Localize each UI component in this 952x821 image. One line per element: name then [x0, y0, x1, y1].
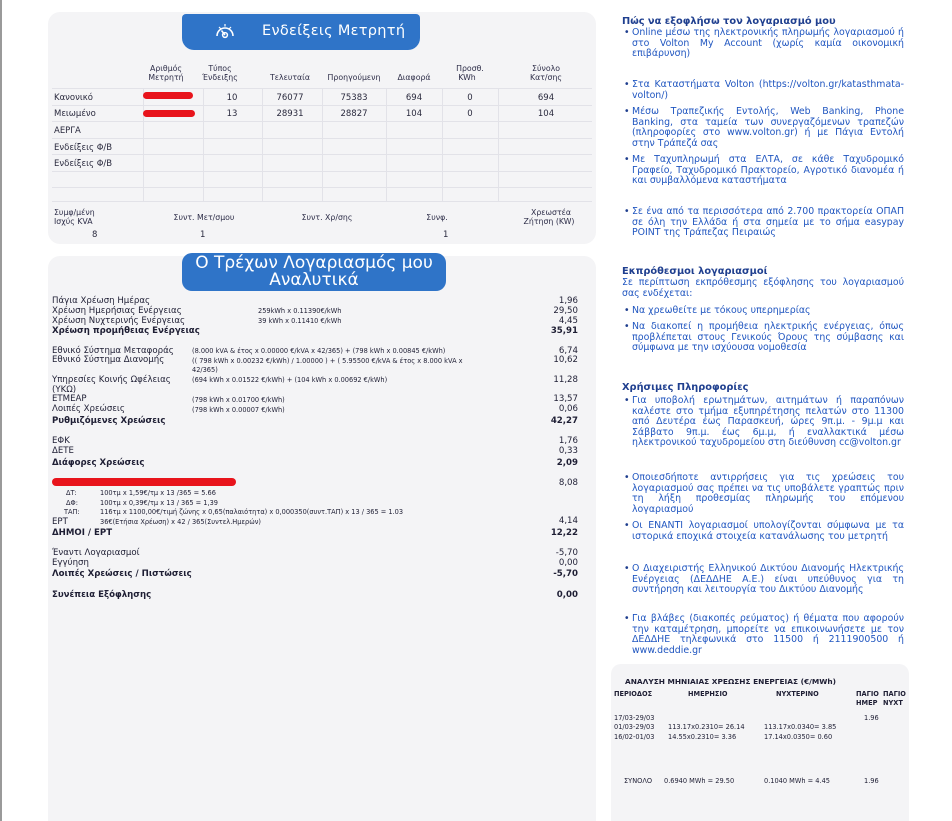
grid-line	[498, 88, 499, 201]
bill-detail-title: Ο Τρέχων Λογαριασμός μου	[195, 253, 433, 273]
analysis-day: 113.17x0.2310= 26.14	[668, 723, 745, 731]
footer-trans-current: Συντ. Μετ/σμου	[173, 213, 235, 222]
line-value: 0,00	[558, 558, 578, 568]
cell-diff: 104	[405, 109, 423, 119]
cell-last: 28931	[276, 109, 304, 119]
line-calc: 36€(Ετήσια Χρέωση) x 42 / 365(Συντελ.Ημερών)	[100, 518, 261, 526]
line-total-label: Ρυθμιζόμενες Χρεώσεις	[52, 416, 166, 426]
line-calc: (694 kWh x 0.01522 €/kWh) + (104 kWh x 0.00692 €/kWh)	[192, 376, 388, 384]
header-type-2: Ένδειξης	[202, 73, 238, 82]
footer-trans-current-value: 1	[200, 230, 206, 240]
analysis-total-night: 0.1040 MWh = 4.45	[764, 777, 830, 785]
header-added-2: KWh	[458, 73, 476, 82]
cell-previous: 75383	[340, 93, 368, 103]
energy-analysis-panel	[611, 664, 909, 821]
line-value: 10,62	[553, 355, 578, 365]
line-value: 29,50	[553, 306, 578, 316]
line-total-label: ΔΗΜΟΙ / ΕΡΤ	[52, 528, 113, 538]
info-item: • Οποιεσδήποτε αντιρρήσεις για τις χρεώσεις του λογαριασμού σας πρέπει να τις υποβάλετε γραπτώς πριν τη λήξη προθεσμίας πληρωμής του επόμενου λογαριασμού	[624, 473, 904, 515]
analysis-header-night: ΝΥΧΤΕΡΙΝΟ	[776, 690, 819, 698]
footer-demand: Χρεωστέα	[530, 208, 572, 217]
info-item: • Ο Διαχειριστής Ελληνικού Δικτύου Διανομής Ηλεκτρικής Ενέργειας (ΔΕΔΔΗΕ Α.Ε.) είναι υπεύθυνος για τη συντήρηση και λειτουργία του Δικτύου Διανομής	[624, 564, 904, 596]
line-total-label: Διάφορες Χρεώσεις	[52, 458, 145, 468]
row-label-normal: Κανονικό	[54, 93, 93, 103]
line-total-value: 42,27	[550, 416, 578, 426]
line-label: Χρέωση Νυχτερινής Ενέργειας	[52, 316, 186, 326]
header-meter-no: Αριθμός	[150, 64, 182, 73]
line-label: Χρέωση Ημερήσιας Ενέργειας	[52, 306, 182, 316]
cell-type: 10	[226, 93, 238, 103]
line-value: -5,70	[555, 548, 578, 558]
grid-line	[143, 88, 144, 201]
line-label: ΕΤΜΕΑΡ	[52, 394, 87, 404]
overdue-item: • Να χρεωθείτε με τόκους υπερημερίας	[624, 306, 904, 317]
analysis-header-period: ΠΕΡΙΟΔΟΣ	[614, 690, 653, 698]
analysis-night: 17.14x0.0350= 0.60	[764, 733, 833, 741]
line-label: Εθνικό Σύστημα Διανομής	[52, 355, 165, 365]
analysis-header-day: ΗΜΕΡΗΣΙΟ	[688, 690, 728, 698]
row-label-pv-1: Ενδείξεις Φ/Β	[54, 143, 113, 153]
analysis-header-fix-night: ΠΑΓΙΟ	[883, 690, 906, 698]
header-type: Τύπος	[208, 64, 232, 73]
line-calc: 100τμ x 1,59€/τμ x 13 /365 = 5.66	[100, 489, 216, 497]
analysis-night: 113.17x0.0340= 3.85	[764, 723, 837, 731]
header-last: Τελευταία	[270, 73, 310, 82]
header-previous: Προηγούμενη	[327, 73, 381, 82]
line-label: ΔΕΤΕ	[52, 446, 74, 456]
line-calc: 39 kWh x 0.11410 €/kWh	[258, 317, 342, 325]
analysis-period: 17/03-29/03	[614, 714, 655, 722]
info-item: • Οι ΕΝΑΝΤΙ λογαριασμοί υπολογίζονται σύμφωνα με τα ιστορικά εποχικά στοιχεία κατανάλωσης του μετρητή	[624, 521, 904, 542]
overdue-item: • Να διακοπεί η προμήθεια ηλεκτρικής ενέργειας, όπως προβλέπεται στους Γενικούς Όρους της σύμβασης και σύμφωνα με την ισχύουσα νομοθεσία	[624, 322, 904, 354]
grid-line	[262, 88, 263, 201]
gauge-icon	[214, 21, 236, 43]
footer-factor: Συνφ.	[426, 213, 448, 222]
bill-detail-panel	[48, 253, 596, 821]
grid-line	[386, 88, 387, 201]
row-label-reactive: ΑΕΡΓΑ	[54, 126, 81, 136]
analysis-total-day: 0.6940 MWh = 29.50	[664, 777, 735, 785]
line-calc: 100τμ x 0,39€/τμ x 13 / 365 = 1,39	[100, 499, 218, 507]
analysis-day: 14.55x0.2310= 3.36	[668, 733, 737, 741]
analysis-total-label: ΣΥΝΟΛΟ	[624, 777, 653, 785]
analysis-period: 01/03-29/03	[614, 723, 655, 731]
header-total: Σύνολο	[532, 64, 560, 73]
line-value: 11,28	[553, 375, 578, 385]
cell-total: 694	[537, 93, 555, 103]
line-label: Πάγια Χρέωση Ημέρας	[52, 296, 151, 306]
footer-contracted-value: 8	[92, 230, 98, 240]
line-label: (ΥΚΩ)	[52, 385, 77, 395]
line-total-value: 2,09	[556, 458, 578, 468]
line-label: ΔΦ:	[66, 499, 78, 507]
pay-option-item: • Μέσω Τραπεζικής Εντολής, Web Banking, Phone Banking, στα ταμεία των συνεργαζόμενων τραπεζών (πληροφορίες στο www.volton.gr) ή με Πάγια Εντολή στην Τράπεζά σας	[624, 107, 904, 149]
bill-detail-subtitle: Αναλυτικά	[269, 270, 359, 290]
cell-total: 104	[537, 109, 555, 119]
overdue-title: Εκπρόθεσμοι λογαριασμοί	[622, 266, 768, 277]
line-total-value: 35,91	[550, 326, 578, 336]
footer-contracted-2: Ισχύς KVA	[54, 217, 93, 226]
line-value: 8,08	[558, 478, 578, 488]
pay-option-item: • Σε ένα από τα περισσότερα από 2.700 πρακτορεία ΟΠΑΠ σε όλη την Ελλάδα ή στα σημεία με το σήμα easypay POINT της Τράπεζας Πειραιώς	[624, 207, 904, 239]
line-value: 1,96	[558, 296, 578, 306]
meter-readings-banner	[182, 14, 420, 50]
analysis-header-fix-day-2: ΗΜΕΡ	[856, 699, 878, 707]
cell-type: 13	[226, 109, 238, 119]
footer-contracted: Συμφ/μένη	[54, 208, 95, 217]
page-left-border	[0, 0, 2, 821]
useful-info-title: Χρήσιμες Πληροφορίες	[622, 382, 749, 393]
cell-added: 0	[467, 109, 473, 119]
redaction-mark	[52, 478, 236, 486]
line-label: Υπηρεσίες Κοινής Ωφέλειας	[52, 375, 171, 385]
line-calc: 259kWh x 0.11390€/kWh	[258, 307, 342, 315]
cell-diff: 694	[405, 93, 423, 103]
line-value: 6,74	[558, 346, 578, 356]
analysis-fix-day: 1.96	[864, 714, 879, 722]
grid-line	[52, 201, 592, 202]
line-calc: 42/365)	[192, 366, 218, 374]
how-to-pay-title: Πώς να εξοφλήσω τον λογαριασμό μου	[622, 16, 836, 27]
line-calc: (8.000 kVA & έτος x 0.00000 €/kVA x 42/365) + (798 kWh x 0.00845 €/kWh)	[192, 347, 446, 355]
info-item: • Για βλάβες (διακοπές ρεύματος) ή θέματα που αφορούν την καταμέτρηση, μπορείτε να επικοινωνήσετε με τον ΔΕΔΔΗΕ τηλεφωνικά στο 11500 ή 2111900500 ή www.deddie.gr	[624, 614, 904, 656]
bill-detail-banner	[182, 253, 446, 291]
line-calc: (798 kWh x 0.01700 €/kWh)	[192, 396, 285, 404]
analysis-header-fix-night-2: ΝΥΧΤ	[883, 699, 903, 707]
row-label-pv-2: Ενδείξεις Φ/Β	[54, 159, 113, 169]
grid-line	[442, 88, 443, 201]
grid-line	[203, 88, 204, 201]
footer-trans-voltage: Συντ. Χρ/σης	[301, 213, 353, 222]
footer-factor-value: 1	[443, 230, 449, 240]
line-label: ΕΦΚ	[52, 436, 70, 446]
redaction-mark	[143, 110, 195, 117]
cell-previous: 28827	[340, 109, 368, 119]
line-label: ΤΑΠ:	[64, 508, 80, 516]
line-value: 0,33	[558, 446, 578, 456]
line-value: 0,06	[558, 404, 578, 414]
row-label-reduced: Μειωμένο	[54, 109, 96, 119]
footer-demand-2: Ζήτηση (KW)	[523, 217, 575, 226]
line-value: 13,57	[553, 394, 578, 404]
cell-added: 0	[467, 93, 473, 103]
line-total-label: Λοιπές Χρεώσεις / Πιστώσεις	[52, 569, 192, 579]
pay-option-item: • Με Ταχυπληρωμή στα ΕΛΤΑ, σε κάθε Ταχυδρομικό Γραφείο, Ταχυδρομικό Πρακτορείο, Αγροτικό διανομέα ή και συμβαλλόμενα καταστήματα	[624, 155, 904, 187]
line-calc: (( 798 kWh x 0.00232 €/kWh) / 1.00000 ) + ( 5.95500 €/kVA & έτος x 8.000 kVA x	[192, 357, 463, 365]
settlement-label: Συνέπεια Εξόφλησης	[52, 590, 152, 600]
line-calc: (798 kWh x 0.00007 €/kWh)	[192, 406, 285, 414]
analysis-header-fix-day: ΠΑΓΙΟ	[856, 690, 879, 698]
settlement-value: 0,00	[556, 590, 578, 600]
analysis-period: 16/02-01/03	[614, 733, 655, 741]
line-total-value: 12,22	[550, 528, 578, 538]
header-meter-no-2: Μετρητή	[148, 73, 184, 82]
line-label: ΔΤ:	[66, 489, 77, 497]
line-calc: 116τμ x 1100,00€/τιμή ζώνης x 0,65(παλαιότητα) x 0,000350(συντ.ΤΑΠ) x 13 / 365 = 1.03	[100, 508, 404, 516]
meter-readings-title: Ενδείξεις Μετρητή	[262, 23, 406, 39]
header-total-2: Κατ/σης	[529, 73, 563, 82]
pay-option-item: • Online μέσω της ηλεκτρονικής πληρωμής λογαριασμού ή στο Volton My Account (χωρίς καμία οικονομική επιβάρυνση)	[624, 28, 904, 60]
line-value: 4,45	[558, 316, 578, 326]
cell-last: 76077	[276, 93, 304, 103]
line-total-label: Χρέωση προμήθειας Ενέργειας	[52, 326, 200, 336]
line-value: 1,76	[558, 436, 578, 446]
line-value: 4,14	[558, 516, 578, 526]
analysis-total-fix-day: 1.96	[864, 777, 879, 785]
header-diff: Διαφορά	[397, 73, 431, 82]
overdue-intro: Σε περίπτωση εκπρόθεσμης εξόφλησης του λογαριασμού σας ενδέχεται:	[622, 277, 904, 299]
redaction-mark	[143, 92, 193, 99]
line-label: ΕΡΤ	[52, 517, 68, 527]
line-label: Έναντι Λογαριασμοί	[52, 548, 140, 558]
analysis-title: ΑΝΑΛΥΣΗ ΜΗΝΙΑΙΑΣ ΧΡΕΩΣΗΣ ΕΝΕΡΓΕΙΑΣ (€/MWh)	[625, 677, 837, 686]
line-label: Εγγύηση	[52, 558, 89, 568]
grid-line	[322, 88, 323, 201]
line-total-value: -5,70	[553, 569, 578, 579]
line-label: Λοιπές Χρεώσεις	[52, 404, 125, 414]
header-added: Προσθ.	[456, 64, 484, 73]
info-item: • Για υποβολή ερωτημάτων, αιτημάτων ή παραπόνων καλέστε στο τμήμα εξυπηρέτησης πελατών στο 11300 από Δευτέρα έως Παρασκευή, ώρες 9π.μ. - 9μ.μ και Σάββατο 9π.μ. έως 6μ.μ, ή εναλλακτικά μέσω ηλεκτρονικού ταχυδρομείου στη διεύθυνση cc@volton.gr	[624, 396, 904, 449]
line-label: Εθνικό Σύστημα Μεταφοράς	[52, 346, 174, 356]
pay-option-item: • Στα Καταστήματα Volton (https://volton.gr/katasthmata-volton/)	[624, 80, 904, 101]
